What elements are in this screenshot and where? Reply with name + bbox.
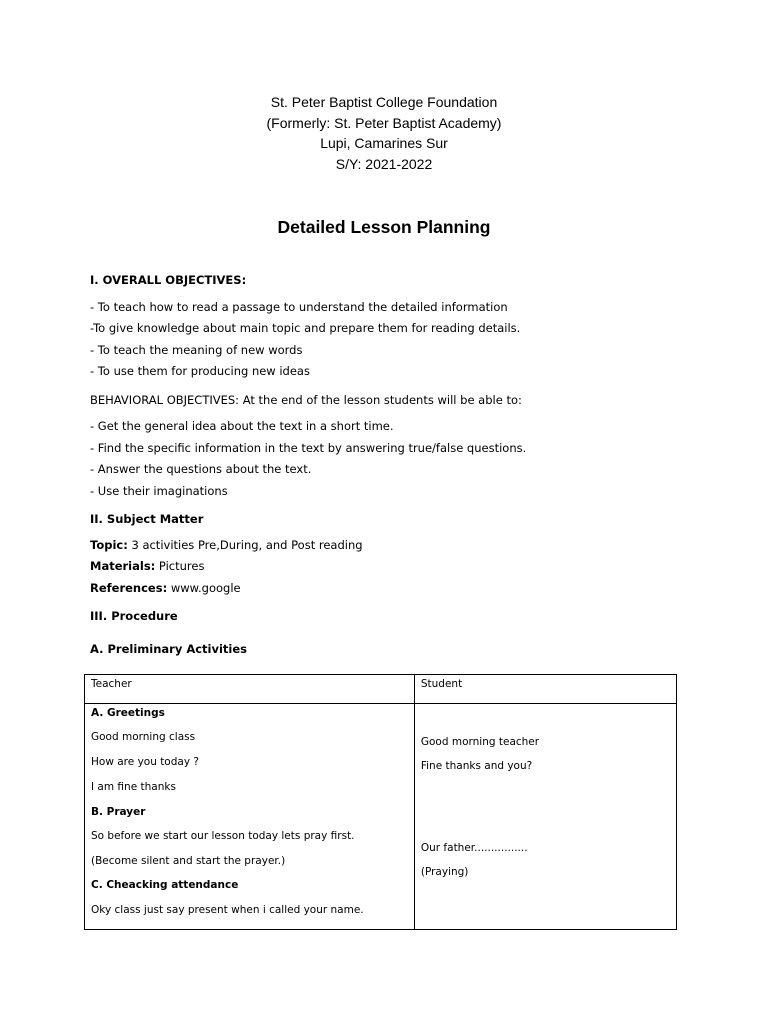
topic-value: 3 activities Pre,During, and Post reading [127, 538, 363, 552]
references-label: References: [90, 581, 168, 595]
topic-line [90, 537, 363, 553]
overall-objectives-heading: I. OVERALL OBJECTIVES: [90, 273, 247, 287]
materials-line [90, 558, 204, 574]
student-cell [414, 704, 676, 930]
document-title: Detailed Lesson Planning [277, 217, 491, 237]
procedure-heading: III. Procedure [90, 609, 178, 623]
teacher-column-header [85, 675, 415, 704]
overall-objective-item: - To use them for producing new ideas [90, 364, 310, 378]
topic-label: Topic: [90, 538, 128, 552]
prayer-heading: B. Prayer [91, 806, 146, 818]
references-value: www.google [167, 581, 241, 595]
teacher-line: I am fine thanks [91, 781, 176, 793]
overall-objective-item: - To teach how to read a passage to understand the detailed information [90, 300, 508, 314]
behavioral-objectives-heading: BEHAVIORAL OBJECTIVES: At the end of the lesson students will be able to: [90, 393, 522, 407]
student-column-header [414, 675, 676, 704]
teacher-line: Oky class just say present when i called your name. [91, 904, 364, 916]
preliminary-activities-heading: A. Preliminary Activities [90, 642, 247, 656]
student-line: (Praying) [420, 866, 469, 878]
behavioral-objective-item: - Answer the questions about the text. [90, 462, 312, 476]
materials-label: Materials: [90, 559, 156, 573]
subject-matter-heading: II. Subject Matter [90, 512, 204, 526]
behavioral-objective-item: - Find the specific information in the text by answering true/false questions. [90, 441, 527, 455]
teacher-column-label: Teacher [91, 678, 132, 690]
table-header-row [85, 675, 677, 704]
school-name: St. Peter Baptist College Foundation [270, 94, 498, 110]
greetings-heading: A. Greetings [91, 707, 165, 719]
attendance-heading: C. Cheacking attendance [91, 879, 239, 891]
teacher-line: (Become silent and start the prayer.) [91, 855, 286, 867]
student-column-label: Student [420, 678, 463, 690]
student-line: Fine thanks and you? [420, 760, 533, 772]
teacher-line: How are you today ? [91, 756, 199, 768]
teacher-line: So before we start our lesson today lets pray first. [91, 830, 355, 842]
school-header [0, 92, 768, 174]
school-location: Lupi, Camarines Sur [320, 135, 448, 151]
teacher-line: Good morning class [91, 731, 196, 743]
overall-objective-item: - To teach the meaning of new words [90, 343, 303, 357]
behavioral-objective-item: - Use their imaginations [90, 484, 228, 498]
student-line: Our father................ [420, 842, 528, 854]
school-former-name: (Formerly: St. Peter Baptist Academy) [266, 114, 502, 131]
teacher-cell [85, 704, 415, 930]
preliminary-activities-table [84, 674, 677, 930]
student-line: Good morning teacher [420, 736, 540, 748]
table-row [85, 704, 677, 930]
school-year: S/Y: 2021-2022 [335, 155, 433, 172]
overall-objective-item: -To give knowledge about main topic and prepare them for reading details. [90, 321, 521, 335]
behavioral-objective-item: - Get the general idea about the text in a short time. [90, 419, 394, 433]
materials-value: Pictures [155, 559, 205, 573]
references-line [90, 580, 241, 596]
